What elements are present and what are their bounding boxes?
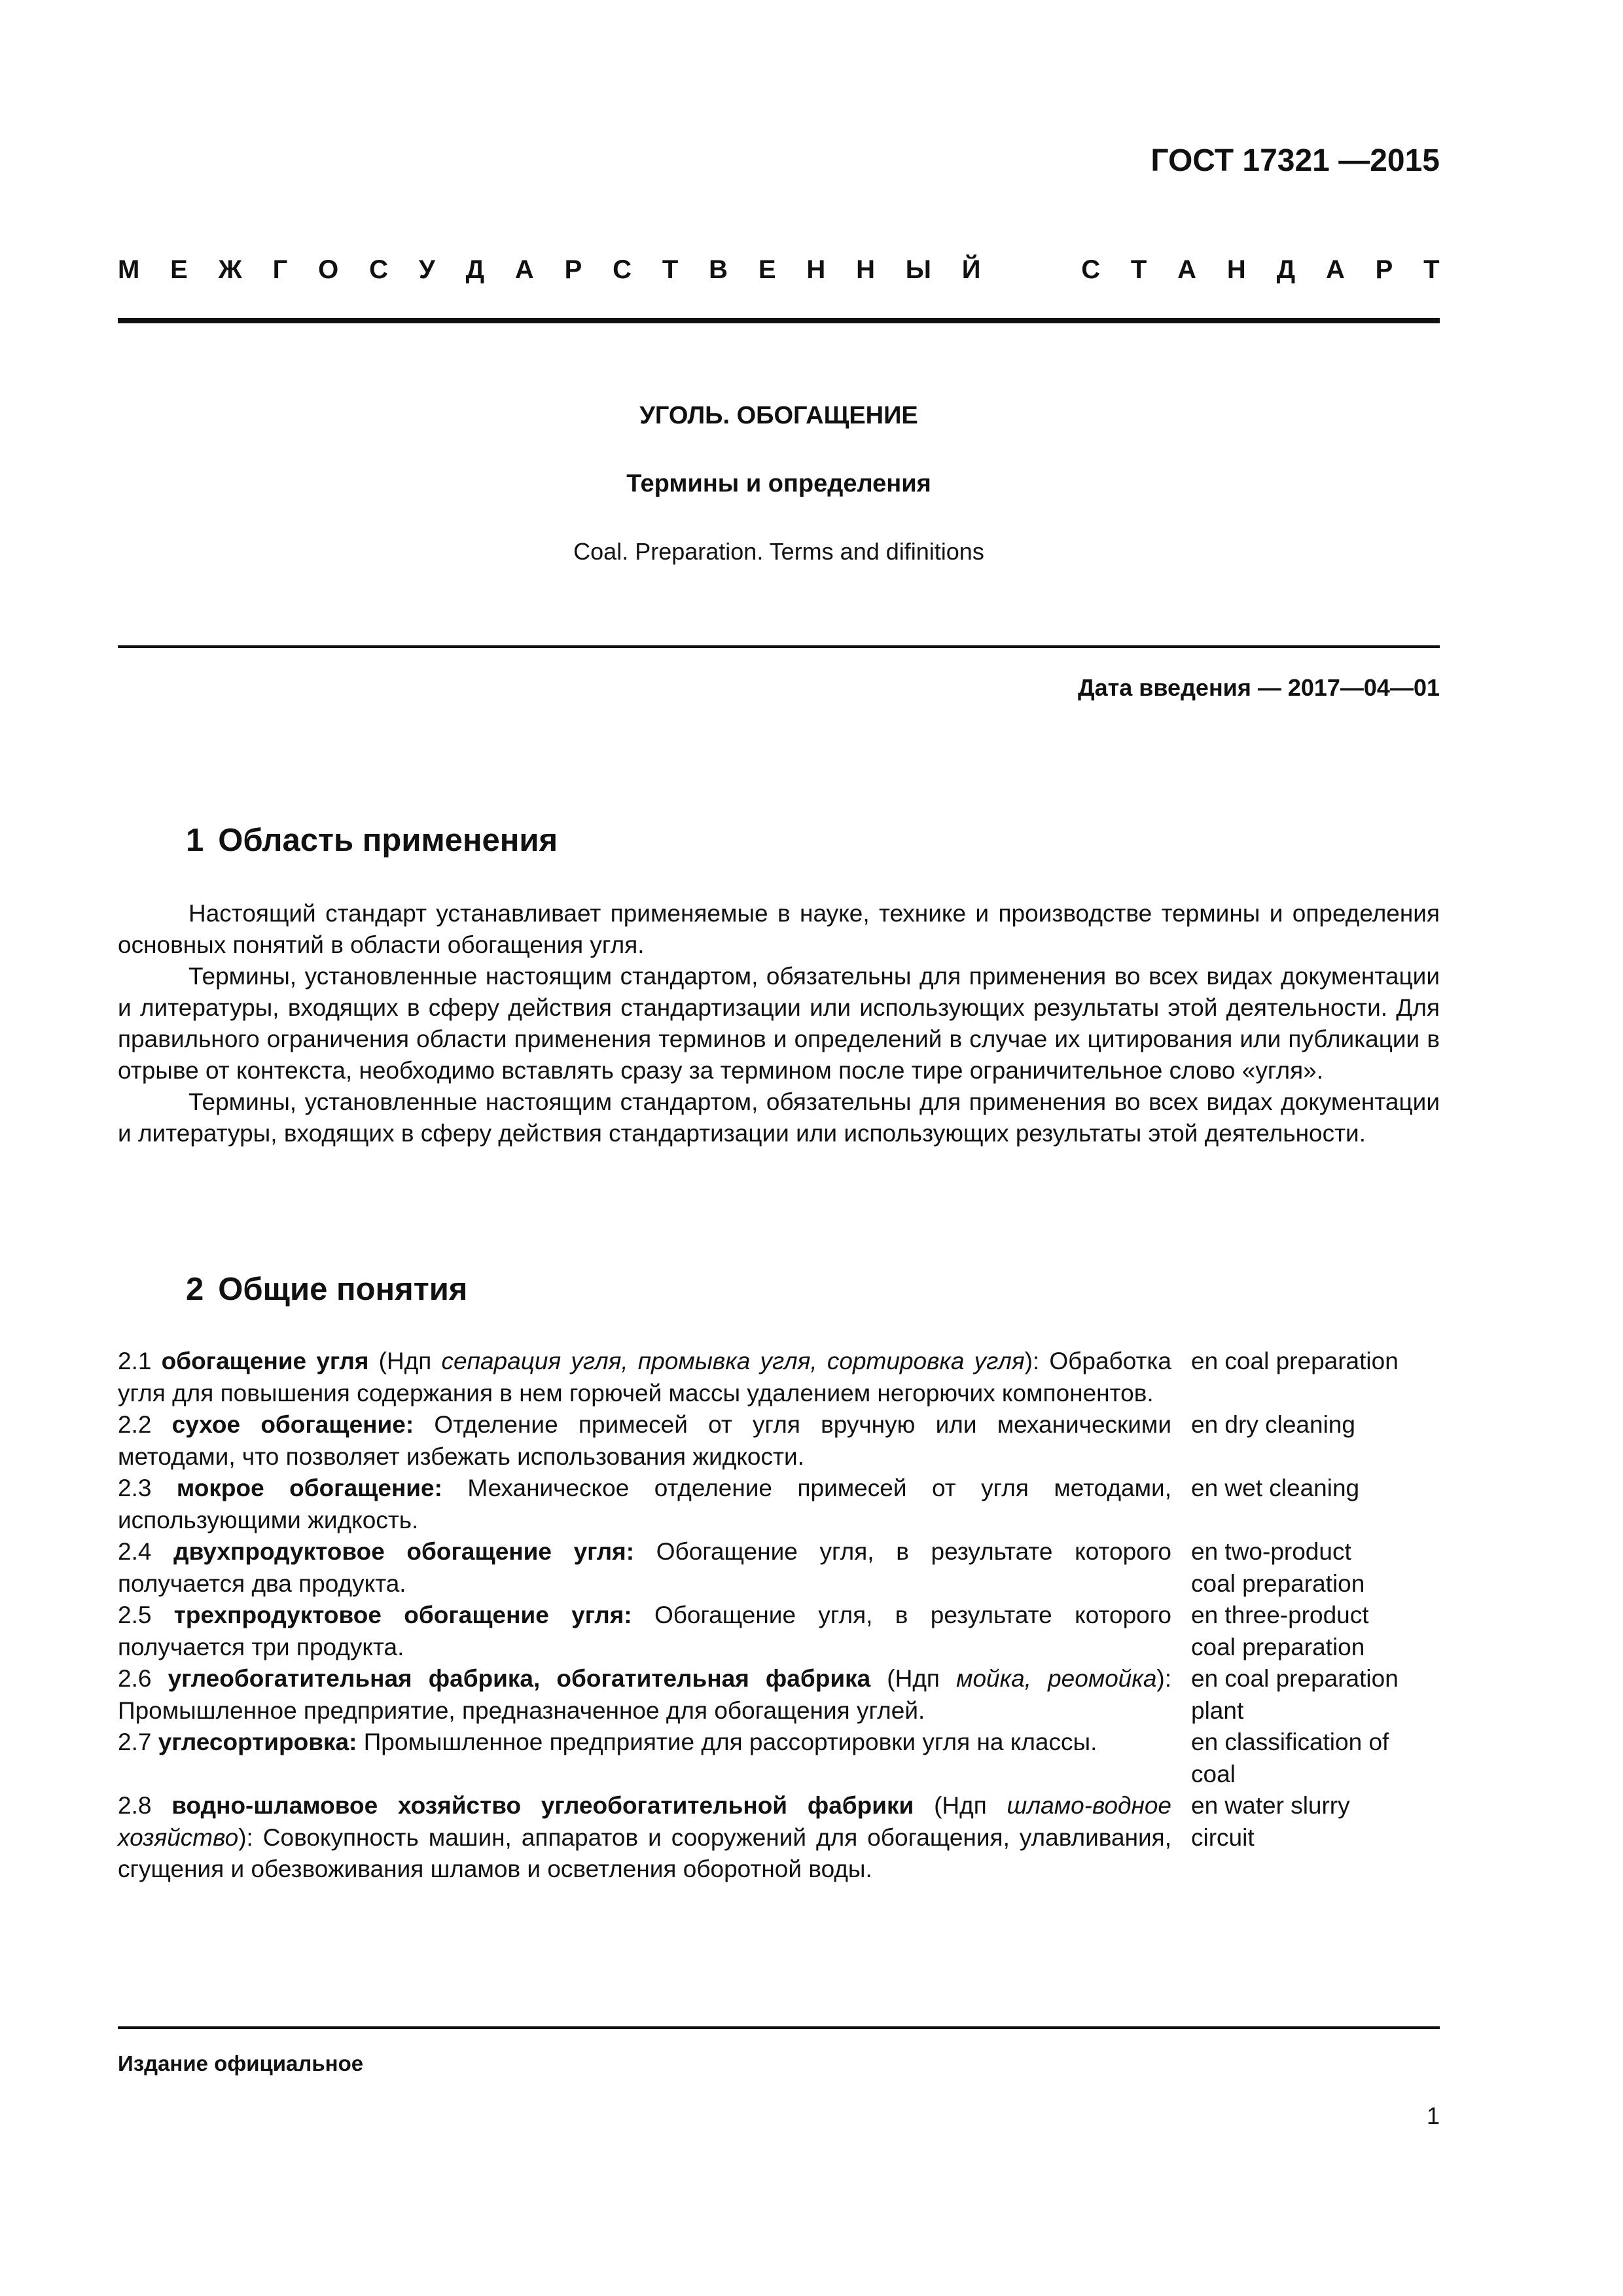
term-deprecated-synonyms: шламо-водное хозяйство: [118, 1792, 1172, 1851]
term-entry: [118, 1409, 1440, 1473]
banner-letter: Р: [1375, 255, 1393, 284]
term-english-equivalent: en classification of coal: [1191, 1729, 1389, 1787]
term-number: 2.7: [118, 1729, 152, 1755]
term-name: мокрое обогащение:: [176, 1475, 442, 1501]
term-definition-text: Совокупность машин, аппаратов и сооружений для обогащения, улавливания, сгущения и обезвоживания шламов и осветления оборотной воды.: [118, 1823, 1171, 1882]
document-title-english: Coal. Preparation. Terms and difinitions: [573, 538, 984, 565]
term-number: 2.3: [118, 1475, 152, 1501]
term-definition: [118, 1409, 1171, 1473]
banner-letter: М: [118, 255, 140, 284]
term-entry: [118, 1663, 1440, 1727]
term-definition: [118, 1727, 1171, 1790]
banner-letter: Н: [806, 255, 826, 284]
term-entry: [118, 1790, 1440, 1886]
banner-letter: О: [318, 255, 339, 284]
term-entry: [118, 1473, 1440, 1536]
term-definition-text: Обогащение угля, в результате которого получается два продукта.: [118, 1538, 1171, 1597]
term-definition-text: Промышленное предприятие для рассортировки угля на классы.: [357, 1729, 1097, 1755]
banner-letter: Д: [1276, 255, 1296, 284]
banner-letter: Р: [564, 255, 582, 284]
term-ndp-open: (Ндп: [914, 1792, 1007, 1819]
term-ndp-close: ):: [1156, 1665, 1172, 1692]
banner-letter: Е: [758, 255, 776, 284]
official-edition-label: Издание официальное: [118, 2051, 364, 2075]
section-1-body: [118, 898, 1440, 1149]
section-2-number: 2: [186, 1272, 204, 1307]
banner-letter: Ы: [905, 255, 931, 284]
term-definition: [118, 1473, 1171, 1536]
term-name: углеобогатительная фабрика, обогатительная фабрика: [168, 1665, 871, 1692]
term-definition-text: Механическое отделение примесей от угля методами, использующими жидкость.: [118, 1475, 1171, 1534]
document-number: ГОСТ 17321 —2015: [1150, 143, 1440, 178]
section-2-title: Общие понятия: [218, 1272, 468, 1307]
term-name: водно-шламовое хозяйство углеобогатительной фабрики: [171, 1792, 914, 1819]
term-english-equivalent: en three-product coal preparation: [1191, 1602, 1369, 1660]
banner-letter: А: [1177, 255, 1197, 284]
document-subtitle: Термины и определения: [626, 470, 931, 497]
banner-letter: Д: [465, 255, 485, 284]
banner-letter: Ж: [218, 255, 242, 284]
banner-letter: В: [709, 255, 728, 284]
banner-letter: Г: [272, 255, 288, 284]
term-english-equivalent: en two-product coal preparation: [1191, 1538, 1365, 1597]
banner-letter: У: [418, 255, 435, 284]
term-name: двухпродуктовое обогащение угля:: [173, 1538, 635, 1565]
footer-rule: [118, 2026, 1440, 2029]
term-entry: [118, 1727, 1440, 1790]
term-ndp-open: (Ндп: [870, 1665, 957, 1692]
term-definition-text: Отделение примесей от угля вручную или механическими методами, что позволяет избежать использования жидкости.: [118, 1411, 1171, 1470]
terms-list: [118, 1346, 1440, 1886]
term-ndp-open: (Ндп: [368, 1348, 442, 1374]
term-ndp-close: ):: [238, 1823, 253, 1851]
section-1-paragraph: Термины, установленные настоящим стандартом, обязательны для применения во всех видах документации и литературы, входящих в сферу действия стандартизации или использующих результаты этой деятельности. Для правильного ограничения области применения терминов и определений в случае их цитирования или публикации в отрыве от контекста, необходимо вставлять сразу за термином после тире ограничительное слово «угля».: [118, 963, 1440, 1084]
term-number: 2.8: [118, 1792, 152, 1819]
banner-letter: Т: [1130, 255, 1147, 284]
introduction-date: Дата введения — 2017—04—01: [1077, 674, 1440, 701]
term-english-equivalent: en wet cleaning: [1191, 1475, 1360, 1501]
term-number: 2.2: [118, 1411, 152, 1438]
term-definition: [118, 1663, 1171, 1727]
term-entry: [118, 1600, 1440, 1663]
term-english-equivalent: en water slurry circuit: [1191, 1792, 1350, 1851]
term-name: сухое обогащение:: [171, 1411, 414, 1438]
page-number: 1: [1426, 2102, 1440, 2129]
banner-word-gap: [1011, 255, 1050, 285]
banner-letter: Н: [1226, 255, 1246, 284]
term-english-equivalent: en coal preparation: [1191, 1348, 1399, 1374]
term-definition: [118, 1790, 1171, 1886]
banner-letter: Т: [1423, 255, 1440, 284]
term-number: 2.4: [118, 1538, 152, 1565]
term-definition-text: Промышленное предприятие, предназначенное для обогащения углей.: [118, 1696, 925, 1724]
section-1-paragraph: Настоящий стандарт устанавливает применяемые в науке, технике и производстве термины и определения основных понятий в области обогащения угля.: [118, 900, 1440, 958]
term-english-equivalent: en dry cleaning: [1191, 1411, 1355, 1438]
term-entry: [118, 1536, 1440, 1600]
title-rule: [118, 645, 1440, 648]
term-name: трехпродуктовое обогащение угля:: [173, 1602, 632, 1628]
term-definition-text: Обогащение угля, в результате которого получается три продукта.: [118, 1602, 1171, 1660]
section-2-heading: [186, 1271, 467, 1308]
banner-letter: С: [369, 255, 389, 284]
term-deprecated-synonyms: сепарация угля, промывка угля, сортировка угля: [441, 1348, 1025, 1374]
section-1-heading: [186, 822, 558, 859]
banner-letter: С: [1081, 255, 1101, 284]
banner-letter: С: [613, 255, 632, 284]
term-definition-text: Обработка угля для повышения содержания в нем горючей массы удалением негорючих компонентов.: [118, 1348, 1172, 1407]
banner-letter: Н: [856, 255, 875, 284]
banner-letter: Е: [170, 255, 188, 284]
term-english-equivalent: en coal preparation plant: [1191, 1665, 1399, 1724]
term-number: 2.6: [118, 1665, 152, 1692]
term-entry: [118, 1346, 1440, 1409]
banner-letter: Й: [961, 255, 981, 284]
term-ndp-close: ):: [1024, 1348, 1040, 1374]
term-number: 2.1: [118, 1348, 152, 1374]
term-number: 2.5: [118, 1602, 152, 1628]
section-1-title: Область применения: [218, 823, 558, 858]
document-title: УГОЛЬ. ОБОГАЩЕНИЕ: [639, 402, 918, 429]
term-definition: [118, 1600, 1171, 1663]
term-name: обогащение угля: [161, 1348, 369, 1374]
banner-letter: А: [514, 255, 534, 284]
section-1-paragraph: Термины, установленные настоящим стандартом, обязательны для применения во всех видах документации и литературы, входящих в сферу действия стандартизации или использующих результаты этой деятельности.: [118, 1088, 1440, 1147]
term-definition: [118, 1536, 1171, 1600]
standard-type-banner: [118, 255, 1440, 285]
header-rule: [118, 318, 1440, 323]
term-definition: [118, 1346, 1171, 1409]
banner-letter: Т: [662, 255, 679, 284]
term-name: углесортировка:: [158, 1729, 357, 1755]
section-1-number: 1: [186, 823, 204, 858]
term-deprecated-synonyms: мойка, реомойка: [956, 1665, 1157, 1692]
banner-letter: А: [1325, 255, 1345, 284]
